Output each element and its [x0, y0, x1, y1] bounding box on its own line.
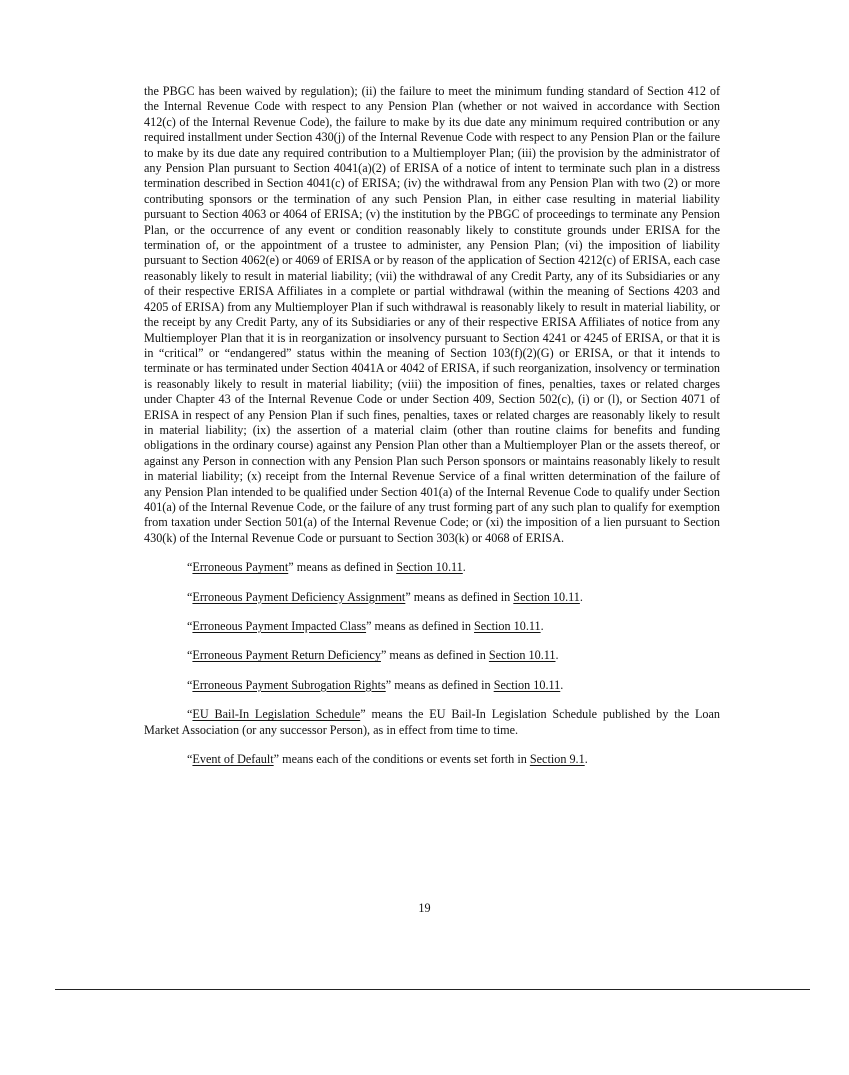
open-quote: “ — [187, 589, 193, 604]
open-quote: “ — [187, 619, 193, 633]
open-quote: “ — [187, 560, 193, 575]
open-quote: “ — [187, 648, 193, 663]
continuation-paragraph: the PBGC has been waived by regulation); (ii) the failure to meet the minimum funding standard of Section 412 of the Internal Revenue Code with respect to any Pension Plan (whether or not waived in accordance with Section 412(c) of the Internal Revenue Code), the failure to make by its due date any minimum required contribution or any required installment under Section 430(j) of the Internal Revenue Code with respect to any Pension Plan or the failure to make by its due date any required contribution to a Multiemployer Plan; (iii) the provision by the administrator of any Pension Plan pursuant to Section 4041(a)(2) of ERISA of a notice of intent to terminate such plan in a distress termination described in Section 4041(c) of ERISA; (iv) the withdrawal from any Pension Plan with two (2) or more contributing sponsors or the termination of any such Pension Plan, in either case resulting in material liability pursuant to Section 4063 or 4064 of ERISA; (v) the institution by the PBGC of proceedings to terminate any Pension Plan, or the occurrence of any event or condition reasonably likely to constitute grounds under ERISA for the termination of, or the appointment of a trustee to administer, any Pension Plan; (vi) the imposition of liability pursuant to Section 4062(e) or 4069 of ERISA or by reason of the application of Section 4212(c) of ERISA, each case reasonably likely to result in material liability; (vii) the withdrawal of any Credit Party, any of its Subsidiaries or any of their respective ERISA Affiliates in a complete or partial withdrawal (within the meaning of Sections 4203 and 4205 of ERISA) from any Multiemployer Plan if such withdrawal is reasonably likely to result in material liability, or the receipt by any Credit Party, any of its Subsidiaries or any of their respective ERISA Affiliates of notice from any Multiemployer Plan that it is in reorganization or insolvency pursuant to Section 4241 or 4245 of ERISA, or that it is in “critical” or “endangered” status within the meaning of Section 103(f)(2)(G) or ERISA, or that it intends to terminate or has terminated under Section 4041A or 4042 of ERISA, if such reorganization, insolvency or termination is reasonably likely to result in material liability; (viii) the imposition of fines, penalties, taxes or related charges under Chapter 43 of the Internal Revenue Code or under Section 409, Section 502(c), (i) or (l), or Section 4071 of ERISA in respect of any Pension Plan if such fines, penalties, taxes or related charges are reasonably likely to result in material liability; (ix) the assertion of a material claim (other than routine claims for benefits and funding obligations in the ordinary course) against any Pension Plan other than a Multiemployer Plan or the assets thereof, or against any Person in connection with any Pension Plan such Person sponsors or maintains reasonably likely to result in material liability; (x) receipt from the Internal Revenue Service of a final written determination of the failure of any Pension Plan intended to be qualified under Section 401(a) of the Internal Revenue Code to qualify under Section 401(a) of the Internal Revenue Code, or the failure of any trust forming part of any such plan to qualify for exemption from taxation under Section 501(a) of the Internal Revenue Code; or (xi) the imposition of a lien pursuant to Section 430(k) of the Internal Revenue Code or pursuant to Section 303(k) or 4068 of ERISA. — [144, 84, 720, 545]
defined-term: Erroneous Payment — [192, 560, 289, 575]
period: . — [584, 752, 588, 767]
period: . — [579, 589, 583, 604]
close-quote: ” — [273, 752, 280, 767]
close-quote: ” — [385, 677, 392, 692]
page-number: 19 — [418, 901, 431, 915]
period: . — [462, 560, 466, 575]
defined-term: Erroneous Payment Subrogation Rights — [192, 677, 386, 692]
period: . — [555, 648, 559, 663]
definition-erroneous-payment — [144, 560, 720, 575]
close-quote: ” — [360, 707, 366, 722]
close-quote: ” — [366, 619, 372, 633]
section-reference: Section 10.11 — [396, 560, 463, 575]
section-reference: Section 9.1 — [529, 752, 585, 767]
section-reference: Section 10.11 — [513, 589, 580, 604]
open-quote: “ — [187, 752, 193, 767]
open-quote: “ — [187, 707, 193, 722]
definition-erroneous-payment-impacted-class — [144, 619, 720, 634]
section-reference: Section 10.11 — [488, 648, 556, 663]
definition-erroneous-payment-subrogation-rights — [144, 678, 720, 693]
defined-term: Erroneous Payment Deficiency Assignment — [192, 589, 406, 604]
definition-eu-bail-in-legislation-schedule — [144, 707, 720, 738]
definition-erroneous-payment-deficiency-assignment — [144, 590, 720, 605]
definition-erroneous-payment-return-deficiency — [144, 648, 720, 663]
defined-term: EU Bail-In Legislation Schedule — [192, 707, 361, 722]
defined-term: Erroneous Payment Impacted Class — [192, 619, 367, 633]
period: . — [540, 619, 544, 633]
close-quote: ” — [380, 648, 387, 663]
definition-text: means as defined in — [371, 619, 475, 633]
defined-term: Event of Default — [192, 752, 274, 767]
close-quote: ” — [405, 589, 411, 604]
footer-divider — [55, 989, 810, 990]
definition-text: means as defined in — [386, 648, 489, 663]
definition-text: means as defined in — [391, 677, 494, 692]
document-page — [144, 84, 720, 767]
definition-text: means as defined in — [410, 589, 514, 604]
definition-text: means as defined in — [293, 560, 397, 575]
close-quote: ” — [288, 560, 294, 575]
open-quote: “ — [187, 677, 193, 692]
period: . — [560, 677, 564, 692]
definition-text: means the EU Bail-In Legislation Schedule published by the Loan Market Association (or any successor Person), as in effect from time to time. — [144, 707, 720, 737]
definition-text: means each of the conditions or events set forth in — [279, 752, 530, 767]
defined-term: Erroneous Payment Return Deficiency — [192, 648, 381, 663]
section-reference: Section 10.11 — [493, 677, 561, 692]
section-reference: Section 10.11 — [474, 619, 541, 633]
definition-event-of-default — [144, 752, 720, 767]
